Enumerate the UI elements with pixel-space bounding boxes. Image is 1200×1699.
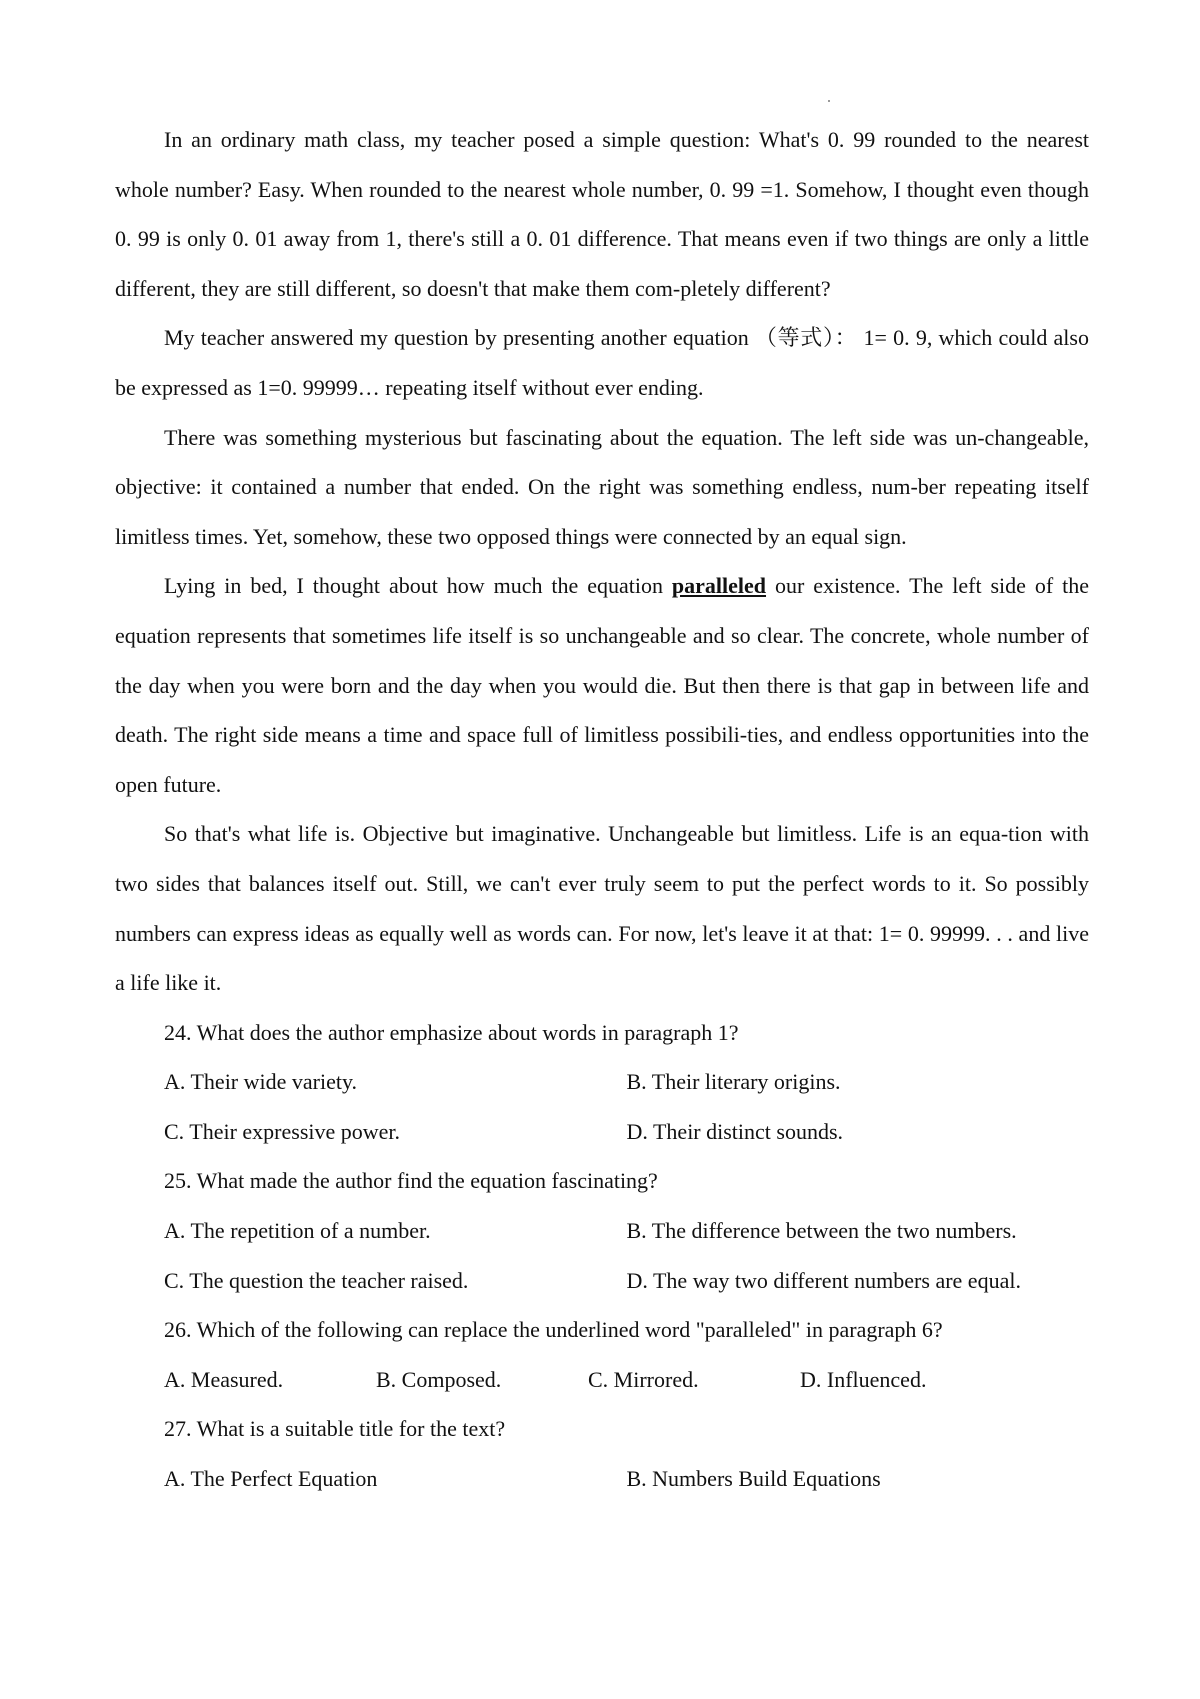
paragraph-2: My teacher answered my question by presenting another equation （等式）： 1= 0. 9, which could also be expressed as 1=0. 99999… repeating itself without ever ending.	[115, 325, 1089, 400]
question-27-options-row-1	[115, 1454, 1089, 1504]
reading-passage	[115, 115, 1089, 1504]
underlined-word-paralleled: paralleled	[671, 573, 767, 599]
question-25-options-row-1	[115, 1206, 1089, 1256]
question-26-option-d[interactable]: D. Influenced.	[800, 1366, 927, 1392]
paragraph-5: So that's what life is. Objective but imaginative. Unchangeable but limitless. Life is an equa-tion with two sides that balances itself out. Still, we can't ever truly seem to put the perfect words to it. So possibly numbers can express ideas as equally well as words can. For now, let's leave it at that: 1= 0. 99999. . . and live a life like it.	[115, 821, 1089, 996]
question-24-options-row-2	[115, 1107, 1089, 1157]
question-25-stem: 25. What made the author find the equation fascinating?	[164, 1168, 658, 1194]
scan-dot	[828, 100, 830, 102]
paragraph-4	[115, 561, 1089, 809]
question-25-option-a[interactable]: A. The repetition of a number.	[164, 1218, 431, 1244]
question-25-options-row-2	[115, 1256, 1089, 1306]
question-27-option-b[interactable]: B. Numbers Build Equations	[626, 1466, 881, 1492]
question-26-option-a[interactable]: A. Measured.	[164, 1366, 284, 1392]
question-25-option-d[interactable]: D. The way two different numbers are equal.	[626, 1267, 1021, 1293]
question-26-stem: 26. Which of the following can replace the underlined word "paralleled" in paragraph 6?	[164, 1317, 943, 1343]
question-26-options-row	[115, 1355, 1089, 1405]
question-26-option-c[interactable]: C. Mirrored.	[588, 1366, 699, 1392]
paragraph-4-before: Lying in bed, I thought about how much the equation	[164, 573, 672, 599]
question-24-option-d[interactable]: D. Their distinct sounds.	[626, 1118, 844, 1144]
question-24-stem: 24. What does the author emphasize about words in paragraph 1?	[164, 1019, 739, 1045]
question-24-option-c[interactable]: C. Their expressive power.	[164, 1118, 401, 1144]
question-26-option-b[interactable]: B. Composed.	[376, 1366, 502, 1392]
question-24-options-row-1	[115, 1057, 1089, 1107]
paragraph-3: There was something mysterious but fascinating about the equation. The left side was un-changeable, objective: it contained a number that ended. On the right was something endless, num-ber repeating itself limitless times. Yet, somehow, these two opposed things were connected by an equal sign.	[115, 424, 1089, 549]
question-24-option-a[interactable]: A. Their wide variety.	[164, 1069, 358, 1095]
paragraph-1: In an ordinary math class, my teacher posed a simple question: What's 0. 99 rounded to the nearest whole number? Easy. When rounded to the nearest whole number, 0. 99 =1. Somehow, I thought even though 0. 99 is only 0. 01 away from 1, there's still a 0. 01 difference. That means even if two things are only a little different, they are still different, so doesn't that make them com-pletely different?	[115, 127, 1089, 301]
question-24-option-b[interactable]: B. Their literary origins.	[626, 1069, 841, 1095]
paragraph-4-after: our existence. The left side of the equation represents that sometimes life itself is so unchangeable and so clear. The concrete, whole number of the day when you were born and the day when you would die. But then there is that gap in between life and death. The right side means a time and space full of limitless possibili-ties, and endless opportunities into the open future.	[115, 573, 1089, 797]
question-25-option-c[interactable]: C. The question the teacher raised.	[164, 1267, 469, 1293]
question-25-option-b[interactable]: B. The difference between the two numbers.	[626, 1218, 1017, 1244]
question-27-option-a[interactable]: A. The Perfect Equation	[164, 1466, 378, 1492]
question-27-stem: 27. What is a suitable title for the text?	[164, 1416, 506, 1442]
